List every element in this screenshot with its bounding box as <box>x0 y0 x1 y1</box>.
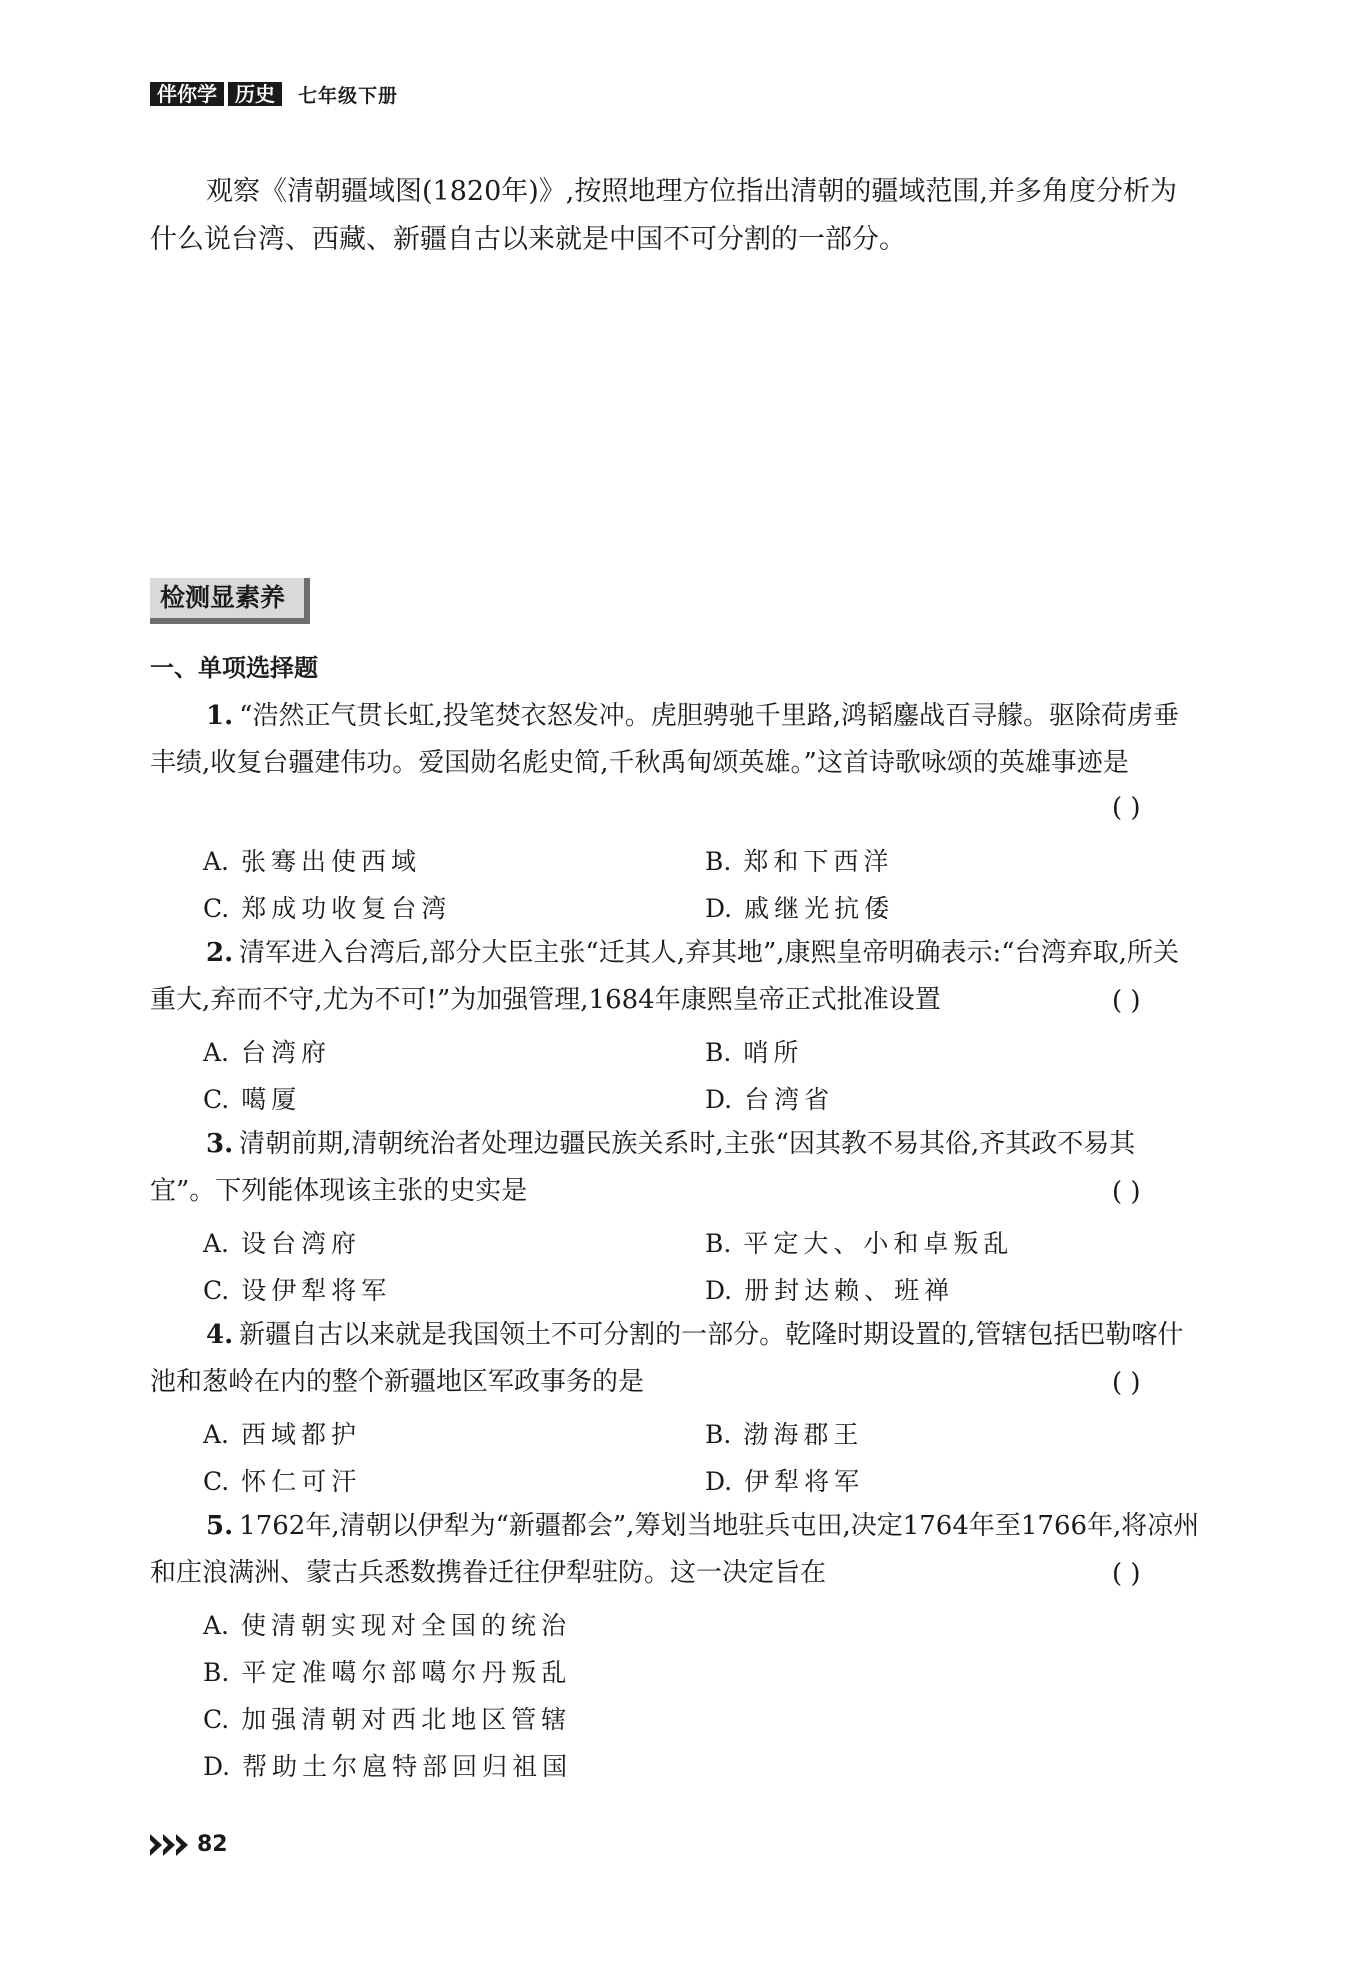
question-3 <box>150 1121 1200 1215</box>
option-4a[interactable]: A. 西域都护 <box>203 1420 362 1449</box>
page-footer <box>150 1832 228 1857</box>
option-2a[interactable]: A. 台湾府 <box>203 1038 332 1067</box>
chevron-right-icon <box>150 1834 162 1856</box>
grade-label: 七年级下册 <box>298 84 399 107</box>
question-number: 5. <box>206 1511 234 1541</box>
subject-tag: 历史 <box>228 82 282 106</box>
answer-blank[interactable]: ( ) <box>1112 1559 1141 1589</box>
option-1d[interactable]: D. 戚继光抗倭 <box>705 894 895 923</box>
page-number: 82 <box>197 1832 228 1857</box>
option-3b[interactable]: B. 平定大、小和卓叛乱 <box>705 1229 1014 1258</box>
question-number: 1. <box>206 701 234 731</box>
question-text: 新疆自古以来就是我国领土不可分割的一部分。乾隆时期设置的,管辖包括巴勒喀什池和葱岭在内的整个新疆地区军政事务的是 <box>150 1320 1184 1397</box>
option-5d[interactable]: D. 帮助土尔扈特部回归祖国 <box>203 1752 573 1781</box>
chevron-right-icon <box>176 1834 188 1856</box>
option-4d[interactable]: D. 伊犁将军 <box>705 1467 865 1496</box>
page-header <box>150 82 398 106</box>
option-5b[interactable]: B. 平定准噶尔部噶尔丹叛乱 <box>203 1658 572 1687</box>
option-2d[interactable]: D. 台湾省 <box>705 1085 835 1114</box>
series-tag: 伴你学 <box>150 82 224 106</box>
answer-blank[interactable]: ( ) <box>1112 1177 1141 1207</box>
section-title: 检测显素养 <box>150 578 310 624</box>
question-text: 清朝前期,清朝统治者处理边疆民族关系时,主张“因其教不易其俗,齐其政不易其宜”。下列能体现该主张的史实是 <box>150 1129 1136 1206</box>
option-5a[interactable]: A. 使清朝实现对全国的统治 <box>203 1611 572 1640</box>
question-text: 1762年,清朝以伊犁为“新疆都会”,筹划当地驻兵屯田,决定1764年至1766年,将凉州和庄浪满洲、蒙古兵悉数携眷迁往伊犁驻防。这一决定旨在 <box>150 1511 1200 1588</box>
option-3c[interactable]: C. 设伊犁将军 <box>203 1276 392 1305</box>
option-1a[interactable]: A. 张骞出使西域 <box>203 847 422 876</box>
option-4b[interactable]: B. 渤海郡王 <box>705 1420 864 1449</box>
answer-blank[interactable]: ( ) <box>1112 793 1141 823</box>
option-1b[interactable]: B. 郑和下西洋 <box>705 847 894 876</box>
answer-blank[interactable]: ( ) <box>1112 1368 1141 1398</box>
question-number: 4. <box>206 1320 234 1350</box>
question-5 <box>150 1503 1200 1597</box>
question-text: “浩然正气贯长虹,投笔焚衣怒发冲。虎胆骋驰千里路,鸿韬鏖战百寻艨。驱除荷虏垂丰绩,收复台疆建伟功。爱国勋名彪史简,千秋禹甸颂英雄。”这首诗歌咏颂的英雄事迹是 <box>150 701 1179 778</box>
answer-blank[interactable]: ( ) <box>1112 986 1141 1016</box>
section-subtitle: 一、单项选择题 <box>150 654 318 682</box>
option-4c[interactable]: C. 怀仁可汗 <box>203 1467 362 1496</box>
question-2 <box>150 930 1200 1024</box>
question-number: 3. <box>206 1129 234 1159</box>
option-1c[interactable]: C. 郑成功收复台湾 <box>203 894 452 923</box>
chevron-right-icon <box>163 1834 175 1856</box>
intro-question: 观察《清朝疆域图(1820年)》,按照地理方位指出清朝的疆域范围,并多角度分析为什么说台湾、西藏、新疆自古以来就是中国不可分割的一部分。 <box>150 176 1177 255</box>
option-2b[interactable]: B. 哨所 <box>705 1038 804 1067</box>
question-1 <box>150 693 1200 787</box>
option-3a[interactable]: A. 设台湾府 <box>203 1229 362 1258</box>
option-5c[interactable]: C. 加强清朝对西北地区管辖 <box>203 1705 572 1734</box>
question-4 <box>150 1312 1200 1406</box>
option-3d[interactable]: D. 册封达赖、班禅 <box>705 1276 955 1305</box>
question-number: 2. <box>206 938 234 968</box>
question-text: 清军进入台湾后,部分大臣主张“迁其人,弃其地”,康熙皇帝明确表示:“台湾弃取,所关重大,弃而不守,尤为不可!”为加强管理,1684年康熙皇帝正式批准设置 <box>150 938 1179 1015</box>
option-2c[interactable]: C. 噶厦 <box>203 1085 302 1114</box>
